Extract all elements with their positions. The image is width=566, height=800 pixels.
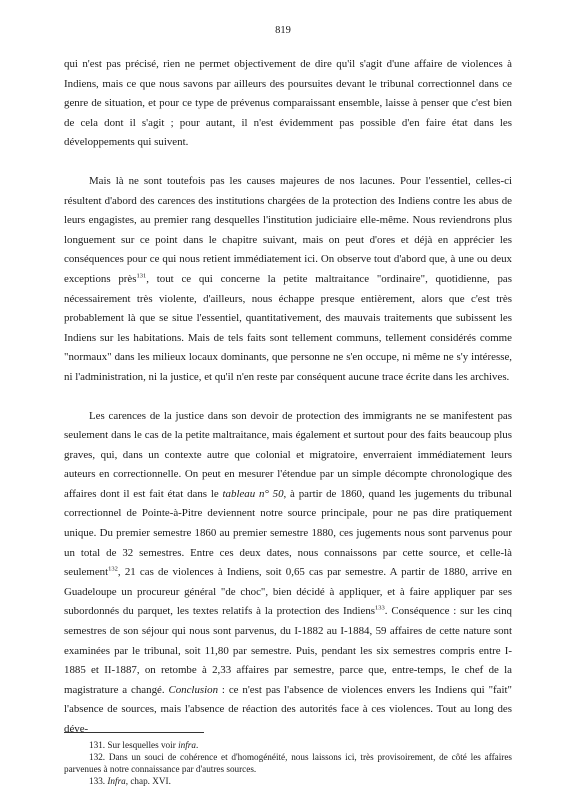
footnote [64, 739, 512, 751]
text-run: , à partir de 1860, quand les jugements du tribunal correctionnel de Pointe-à-Pitre deviennent notre source principale, pour ne pas dire pratiquement unique. Du premier semestre 1860 au premier semestre 1880, ces jugements nous sont parvenus pour un total de 32 semestres. Entre ces deux dates, nous connaissons par cette source, et celle-là seulement [64, 487, 512, 579]
footnote-ref: 132 [108, 565, 118, 573]
footnote-ref: 131 [136, 272, 147, 280]
text-run: . Conséquence : sur les cinq semestres de son séjour qui nous sont parvenus, du I-1882 au I-1884, 59 affaires de cette nature sont examinées par le tribunal, soit 11,80 par semestre. Puis, pendant les six semestres compris entre I-1885 et II-1887, on retombe à 2,33 affaires par semestre, parce que, entre-temps, le chef de la magistrature a changé. [64, 605, 512, 696]
text-run: 132. Dans un souci de cohérence et d'homogénéité, nous laissons ici, très provisoirement, de côté les affaires parvenues à notre connaissance par d'autres sources. [64, 752, 512, 774]
paragraph [64, 55, 512, 153]
body-text [64, 55, 512, 740]
text-run: 131. Sur lesquelles voir [89, 740, 179, 750]
paragraph [64, 172, 512, 388]
footnote [64, 751, 512, 775]
footnote-divider [64, 732, 204, 733]
italic-text: tableau n° 50 [222, 487, 284, 500]
text-run: Mais là ne sont toutefois pas les causes majeures de nos lacunes. Pour l'essentiel, celles-ci résultent d'abord des carences des institutions chargées de la protection des Indiens contre les abus de leurs engagistes, au premier rang desquelles l'institution judiciaire elle-même. Nous reviendrons plus longuement sur ce point dans le chapitre suivant, mais on peut d'ores et déjà en apprécier les conséquences pour ce qui nous retient immédiatement ici. On observe tout d'abord que, à une ou deux exceptions près [64, 174, 512, 285]
footnote [64, 775, 512, 787]
text-run: . [195, 740, 199, 750]
text-run: Les carences de la justice dans son devoir de protection des immigrants ne se manifestent pas seulement dans le cas de la petite maltraitance, mais également et surtout pour des faits beaucoup plus graves, qui, dans un contexte autre que colonial et migratoire, enverraient immédiatement leurs auteurs en correctionnelle. On peut en mesurer l'étendue par un simple décompte chronologique des affaires dont il est fait état dans le [64, 409, 512, 500]
text-run: qui n'est pas précisé, rien ne permet objectivement de dire qu'il s'agit d'une affaire de violences à Indiens, mais ce que nous savons par ailleurs des poursuites devant le tribunal correctionnel dans ce genre de situation, et pour ce type de prévenus comparaissant ensemble, laisse à penser que c'est bien de cela dont il s'agit ; pour autant, il n'est évidemment pas possible d'en faire état dans les développements qui suivent. [64, 58, 512, 149]
paragraph [64, 407, 512, 740]
text-run: , chap. XVI. [125, 776, 171, 786]
footnote-ref: 133 [375, 604, 385, 612]
italic-text: Infra [107, 776, 126, 786]
italic-text: Conclusion [168, 683, 219, 696]
text-run: : ce n'est pas l'absence de violences envers les Indiens qui "fait" l'absence de sources, mais l'absence de réaction des autorités face à ces violences. Tout au long des déve- [64, 683, 512, 735]
footnotes [64, 739, 512, 787]
italic-text: infra [178, 740, 196, 750]
text-run: , 21 cas de violences à Indiens, soit 0,65 cas par semestre. A partir de 1880, arrive en Guadeloupe un procureur général "de choc", bien décidé à appliquer, et à faire appliquer par ses subordonnés du parquet, les textes relatifs à la protection des Indiens [64, 566, 512, 618]
text-run: , tout ce qui concerne la petite maltraitance "ordinaire", quotidienne, pas nécessairement très violente, d'ailleurs, nous échappe presque entièrement, alors que c'est très probablement là que se situe l'essentiel, quantitativement, des mauvais traitements que subissent les Indiens sur les habitations. Mais de tels faits sont tellement communs, tellement considérés comme "normaux" dans les milieux locaux dominants, que personne ne s'en occupe, ni même ne s'y intéresse, ni l'administration, ni la justice, et qu'il n'en reste par conséquent aucune trace écrite dans les archives. [64, 272, 512, 383]
page-number: 819 [275, 25, 291, 36]
text-run: 133. [89, 776, 108, 786]
